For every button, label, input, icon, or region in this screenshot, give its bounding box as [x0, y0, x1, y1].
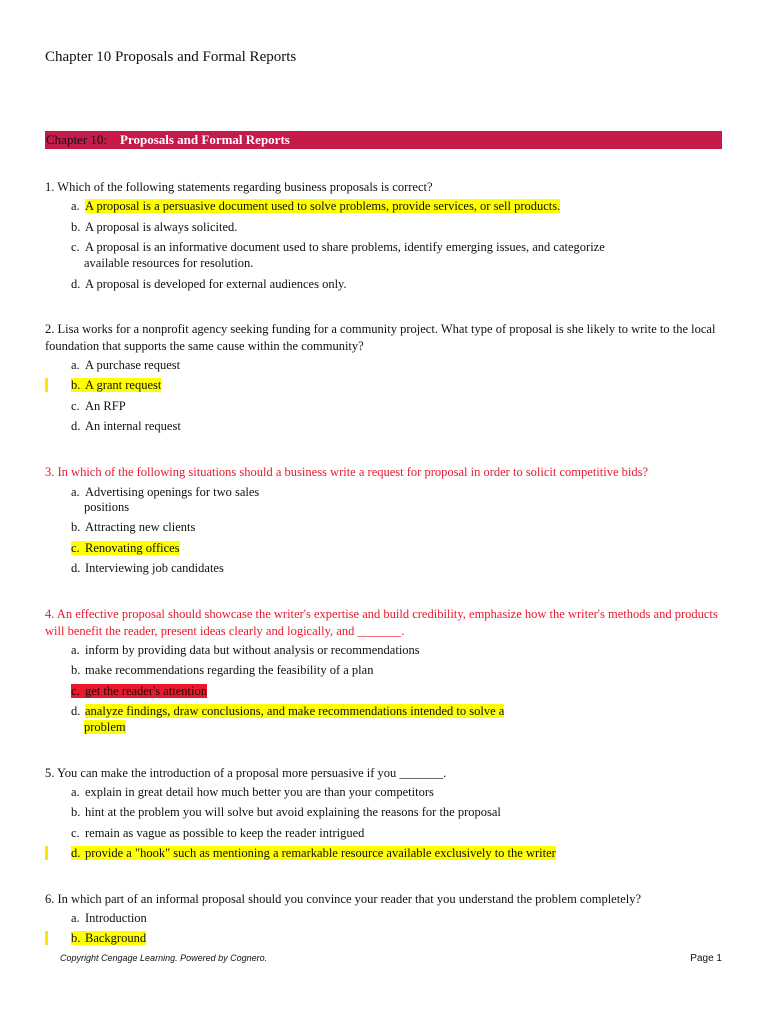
q1-option-c-continuation: available resources for resolution.: [84, 256, 254, 270]
q6-option-a: a. Introduction: [71, 911, 147, 925]
change-marker: [45, 931, 48, 945]
answer-highlight: Background: [85, 931, 147, 945]
q6-option-b: b. Background: [71, 931, 147, 945]
question-4-stem: 4. An effective proposal should showcase the writer's expertise and build credibility, emphasize how the writer's methods and products will benefit the reader, present ideas clearly and logically, and _______.: [45, 607, 718, 638]
q4-option-a: a. inform by providing data but without analysis or recommendations: [71, 643, 420, 657]
q4-option-c: c. get the reader's attention: [71, 684, 207, 698]
q4-option-d: d. analyze findings, draw conclusions, and make recommendations intended to solve a: [71, 704, 505, 718]
footer-copyright: Copyright Cengage Learning. Powered by Cognero.: [60, 953, 268, 963]
q2-option-b: b. A grant request: [71, 378, 162, 392]
question-6-stem: 6. In which part of an informal proposal should you convince your reader that you understand the problem completely?: [45, 892, 642, 906]
q3-option-a-continuation: positions: [84, 500, 130, 514]
answer-highlight: provide a "hook" such as mentioning a remarkable resource available exclusively to the writer: [85, 846, 556, 860]
incorrect-highlight: get the reader's attention: [85, 684, 207, 698]
q5-option-d: d. provide a "hook" such as mentioning a remarkable resource available exclusively to the writer: [71, 846, 556, 860]
chapter-label: Chapter 10:: [46, 132, 108, 147]
q1-option-d: d. A proposal is developed for external audiences only.: [71, 277, 347, 291]
q2-option-d: d. An internal request: [71, 419, 181, 433]
q3-option-b: b. Attracting new clients: [71, 520, 196, 534]
q4-option-d-continuation: problem: [84, 720, 126, 734]
q4-option-b: b. make recommendations regarding the feasibility of a plan: [71, 663, 374, 677]
answer-highlight: A proposal is a persuasive document used to solve problems, provide services, or sell products.: [85, 199, 561, 213]
q3-option-a: a. Advertising openings for two sales: [71, 485, 260, 499]
answer-highlight: analyze findings, draw conclusions, and make recommendations intended to solve a: [85, 704, 505, 718]
chapter-banner: [45, 131, 722, 149]
q5-option-b: b. hint at the problem you will solve but avoid explaining the reasons for the proposal: [71, 805, 501, 819]
change-marker: [45, 846, 48, 860]
document-title: Chapter 10 Proposals and Formal Reports: [45, 49, 297, 65]
q3-option-d: d. Interviewing job candidates: [71, 561, 224, 575]
q1-option-b: b. A proposal is always solicited.: [71, 220, 238, 234]
q1-option-a: a. A proposal is a persuasive document used to solve problems, provide services, or sell products.: [71, 199, 561, 213]
q1-option-c: c. A proposal is an informative document used to share problems, identify emerging issues, and categorize: [71, 240, 605, 254]
q3-option-c: c. Renovating offices: [71, 541, 180, 555]
question-1-stem: 1. Which of the following statements regarding business proposals is correct?: [45, 180, 433, 194]
question-3-stem: 3. In which of the following situations should a business write a request for proposal in order to solicit competitive bids?: [45, 465, 649, 479]
footer-page-number: Page 1: [690, 953, 722, 964]
q5-option-c: c. remain as vague as possible to keep the reader intrigued: [71, 826, 365, 840]
q2-option-a: a. A purchase request: [71, 358, 181, 372]
answer-highlight: A grant request: [85, 378, 162, 392]
question-5-stem: 5. You can make the introduction of a proposal more persuasive if you _______.: [45, 766, 447, 780]
q5-option-a: a. explain in great detail how much better you are than your competitors: [71, 785, 434, 799]
answer-highlight: Renovating offices: [85, 541, 180, 555]
q2-option-c: c. An RFP: [71, 399, 126, 413]
question-2-stem: 2. Lisa works for a nonprofit agency seeking funding for a community project. What type of proposal is she likely to write to the local foundation that supports the same cause within the community?: [45, 322, 716, 353]
change-marker: [45, 378, 48, 392]
chapter-title: Proposals and Formal Reports: [120, 132, 290, 147]
